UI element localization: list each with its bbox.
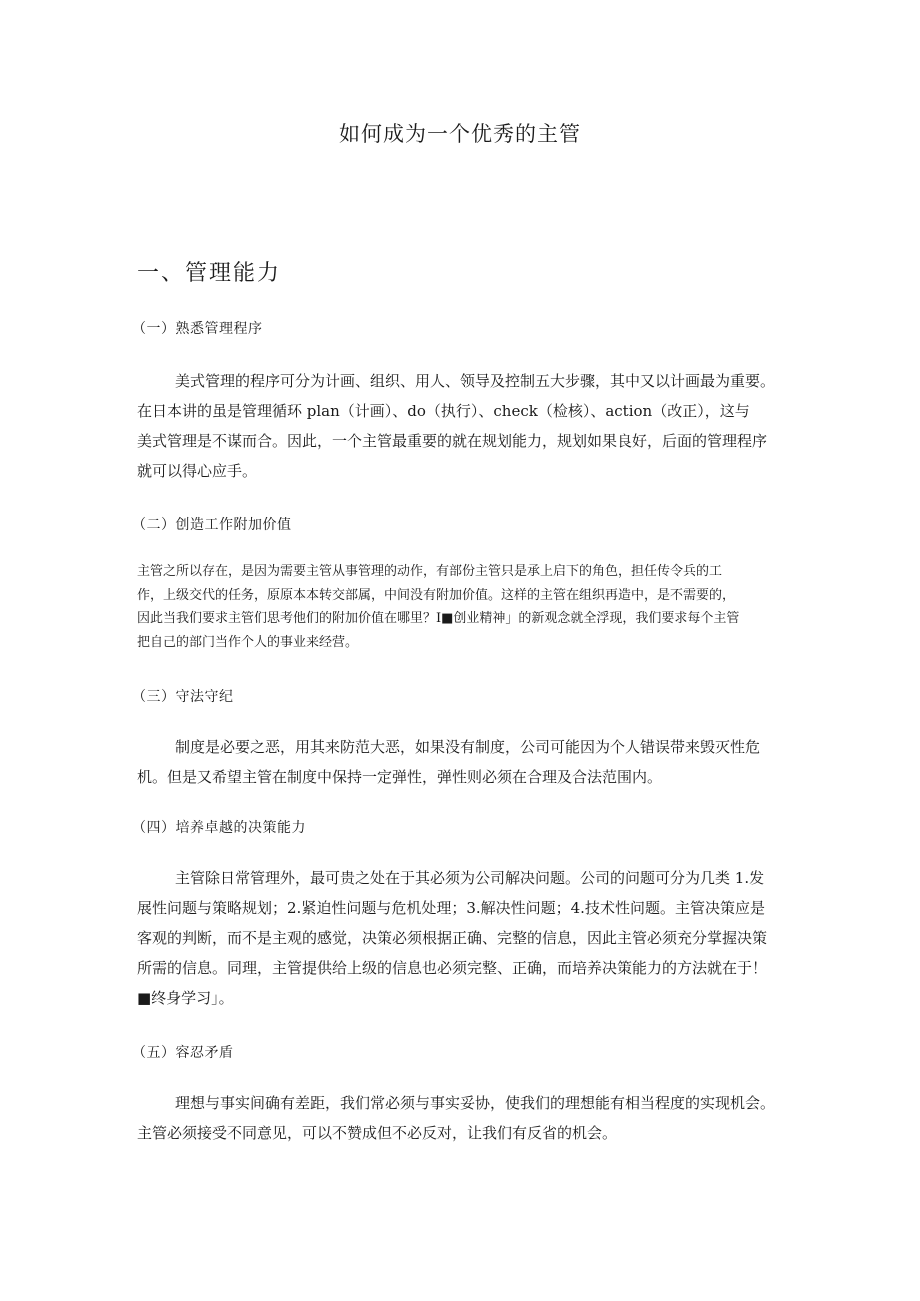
paragraph-2 [137, 560, 797, 654]
paragraph-line: 美式管理的程序可分为计画、组织、用人、领导及控制五大步骤，其中又以计画最为重要。 [175, 372, 776, 390]
paragraph-line: 因此当我们要求主管们思考他们的附加价值在哪里？Ⅰ■创业精神」的新观念就全浮现，我们要求每个主管 [137, 611, 740, 626]
subsection-heading-3: （三）守法守纪 [132, 689, 234, 705]
subsection-heading-4: （四）培养卓越的决策能力 [132, 820, 306, 836]
paragraph-line: 美式管理是不谋而合。因此，一个主管最重要的就在规划能力，规划如果良好，后面的管理程序 [137, 432, 768, 450]
paragraph-line: 展性问题与策略规划；2.紧迫性问题与危机处理；3.解决性问题；4.技术性问题。主管决策应是 [137, 899, 765, 917]
subsection-heading-5: （五）容忍矛盾 [132, 1045, 234, 1061]
subsection-heading-2: （二）创造工作附加价值 [132, 517, 292, 533]
paragraph-line: 主管必须接受不同意见，可以不赞成但不必反对，让我们有反省的机会。 [137, 1124, 618, 1142]
paragraph-line: ■终身学习」。 [137, 989, 234, 1007]
subsection-heading-1: （一）熟悉管理程序 [132, 321, 263, 337]
paragraph-line: 主管除日常管理外，最可贵之处在于其必须为公司解决问题。公司的问题可分为几类 1.发 [175, 869, 765, 887]
paragraph-line: 客观的判断，而不是主观的感觉，决策必须根据正确、完整的信息，因此主管必须充分掌握决策 [137, 929, 768, 947]
section-heading-management: 一、管理能力 [137, 261, 282, 286]
paragraph-4 [137, 863, 797, 1013]
paragraph-line: 把自己的部门当作个人的事业来经营。 [137, 634, 359, 650]
paragraph-5 [137, 1088, 797, 1148]
paragraph-line: 所需的信息。同理，主管提供给上级的信息也必须完整、正确，而培养决策能力的方法就在于！ [137, 959, 768, 977]
paragraph-line: 理想与事实间确有差距，我们常必须与事实妥协，使我们的理想能有相当程度的实现机会。 [175, 1094, 776, 1112]
paragraph-line: 作，上级交代的任务，原原本本转交部属，中间没有附加价值。这样的主管在组织再造中，是不需要的， [137, 587, 736, 603]
paragraph-line: 就可以得心应手。 [137, 462, 258, 480]
paragraph-line: 在日本讲的虽是管理循环 plan（计画）、do（执行）、check（检核）、action（改正），这与 [137, 402, 750, 420]
paragraph-1 [137, 366, 797, 486]
document-title: 如何成为一个优秀的主管 [339, 122, 581, 146]
paragraph-line: 机。但是又希望主管在制度中保持一定弹性，弹性则必须在合理及合法范围内。 [137, 768, 663, 786]
paragraph-3 [137, 732, 797, 792]
paragraph-line: 制度是必要之恶，用其来防范大恶，如果没有制度，公司可能因为个人错误带来毁灭性危 [175, 738, 761, 756]
paragraph-line: 主管之所以存在，是因为需要主管从事管理的动作，有部份主管只是承上启下的角色，担任传令兵的工 [137, 564, 723, 579]
